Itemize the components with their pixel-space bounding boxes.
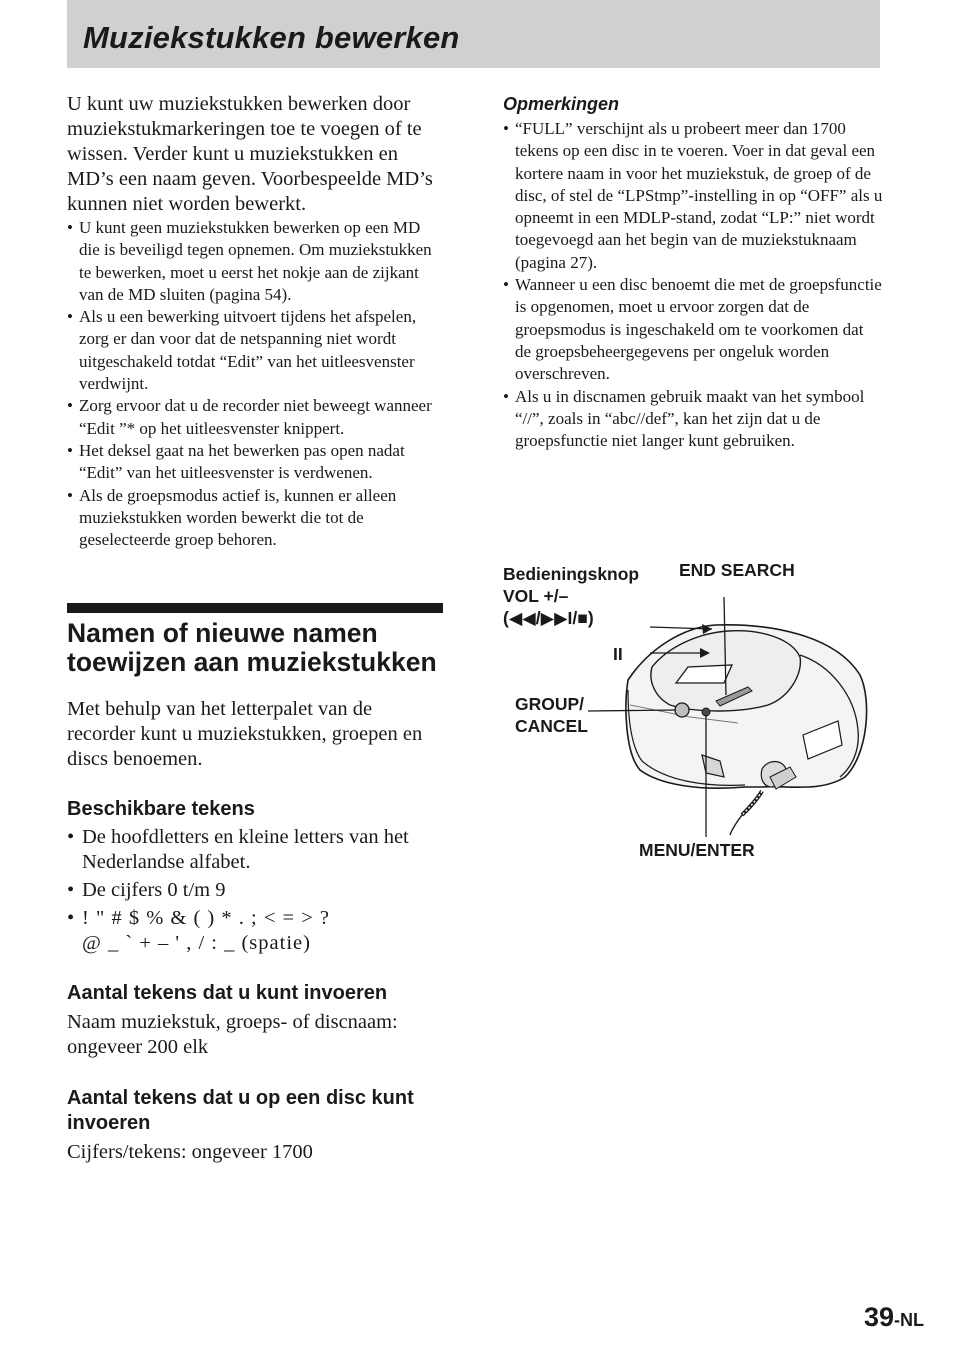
- list-item: • “FULL” verschijnt als u probeert meer dan 1700 tekens op een disc in te voeren. Voer in dat geval een kortere naam in voor het muziekstuk, de groep of de disc, of stel de “LPStmp”-instelling in op “OFF” als u opneemt in een MDLP-stand, zodat “LP:” niet wordt toegevoegd aan het begin van de muziekstuknaam (pagina 27).: [503, 118, 883, 274]
- section-text: Met behulp van het letterpalet van de recorder kunt u muziekstukken, groepen en discs benoemen.: [67, 698, 423, 771]
- title-bar: [67, 0, 880, 68]
- page-number-suffix: -NL: [894, 1310, 924, 1330]
- notes-list: [503, 118, 883, 452]
- intro-paragraph: U kunt uw muziekstukken bewerken door muziekstukmarkeringen toe te voegen of te wissen. Verder kunt u muziekstukken en MD’s een naam geven. Voorbespeelde MD’s kunnen niet worden bewerkt.: [67, 93, 433, 215]
- section-heading: Namen of nieuwe namen toewijzen aan muziekstukken: [67, 618, 437, 678]
- knob-label: [503, 563, 639, 629]
- knob-label-line-2: VOL +/–: [503, 586, 569, 606]
- count-heading: Aantal tekens dat u kunt invoeren: [67, 982, 388, 1005]
- knob-label-line-1: Bedieningsknop: [503, 564, 640, 584]
- symbols-item: [67, 906, 445, 956]
- list-item: • De hoofdletters en kleine letters van het Nederlandse alfabet.: [67, 825, 445, 875]
- disc-count-heading: Aantal tekens dat u op een disc kunt invoeren: [67, 1087, 414, 1135]
- symbols-line-2: @ _ ` + – ' , / : _ (spatie): [82, 932, 311, 955]
- device-figure: [500, 555, 880, 875]
- page-number-value: 39: [863, 1302, 894, 1332]
- list-item: • Zorg ervoor dat u de recorder niet beweegt wanneer “Edit ”* op het uitleesvenster knippert.: [67, 395, 445, 440]
- list-item: • Als u in discnamen gebruik maakt van het symbool “//”, zoals in “abc//def”, kan het zijn dat u de groepsfunctie niet langer kunt gebruiken.: [503, 386, 883, 453]
- list-item: • Als u een bewerking uitvoert tijdens het afspelen, zorg er dan voor dat de netspanning niet wordt uitgeschakeld totdat “Edit” van het uitleesvenster verdwijnt.: [67, 306, 445, 395]
- group-cancel-label: [515, 693, 588, 737]
- list-item: • Als de groepsmodus actief is, kunnen er alleen muziekstukken worden bewerkt die tot de geselecteerde groep behoren.: [67, 485, 445, 552]
- group-label-line-2: CANCEL: [515, 716, 588, 736]
- right-column: [503, 92, 883, 452]
- disc-count-text: Cijfers/tekens: ongeveer 1700: [67, 1141, 313, 1164]
- left-column: [67, 92, 445, 1165]
- available-list: [67, 825, 445, 956]
- group-label-line-1: GROUP/: [515, 694, 585, 714]
- list-item: • U kunt geen muziekstukken bewerken op een MD die is beveiligd tegen opnemen. Om muziekstukken te bewerken, moet u eerst het nokje aan de zijkant van de MD sluiten (pagina 54).: [67, 217, 445, 306]
- symbols-line-1: ! " # $ % & ( ) * . ; < = > ?: [82, 907, 330, 930]
- notes-heading: Opmerkingen: [503, 94, 620, 114]
- list-item: • Wanneer u een disc benoemt die met de groepsfunctie is opgenomen, moet u ervoor zorgen dat de groepsmodus is ingeschakeld om te voorkomen dat de groepsbeheergegevens per ongeluk worden overschreven.: [503, 274, 883, 385]
- page-title: Muziekstukken bewerken: [83, 20, 460, 55]
- pause-label: II: [613, 644, 623, 664]
- section-divider: [67, 603, 443, 613]
- page-number: [864, 1302, 924, 1333]
- caution-list: [67, 217, 445, 551]
- list-item: • De cijfers 0 t/m 9: [67, 878, 445, 903]
- menu-enter-label: MENU/ENTER: [639, 840, 755, 860]
- knob-label-line-3: (◀◀/▶▶I/■): [503, 608, 594, 628]
- available-heading: Beschikbare tekens: [67, 798, 255, 821]
- list-item: • Het deksel gaat na het bewerken pas open nadat “Edit” van het uitleesvenster is verdwenen.: [67, 440, 445, 485]
- end-search-label: END SEARCH: [679, 560, 795, 580]
- count-text: Naam muziekstuk, groeps- of discnaam: ongeveer 200 elk: [67, 1011, 398, 1059]
